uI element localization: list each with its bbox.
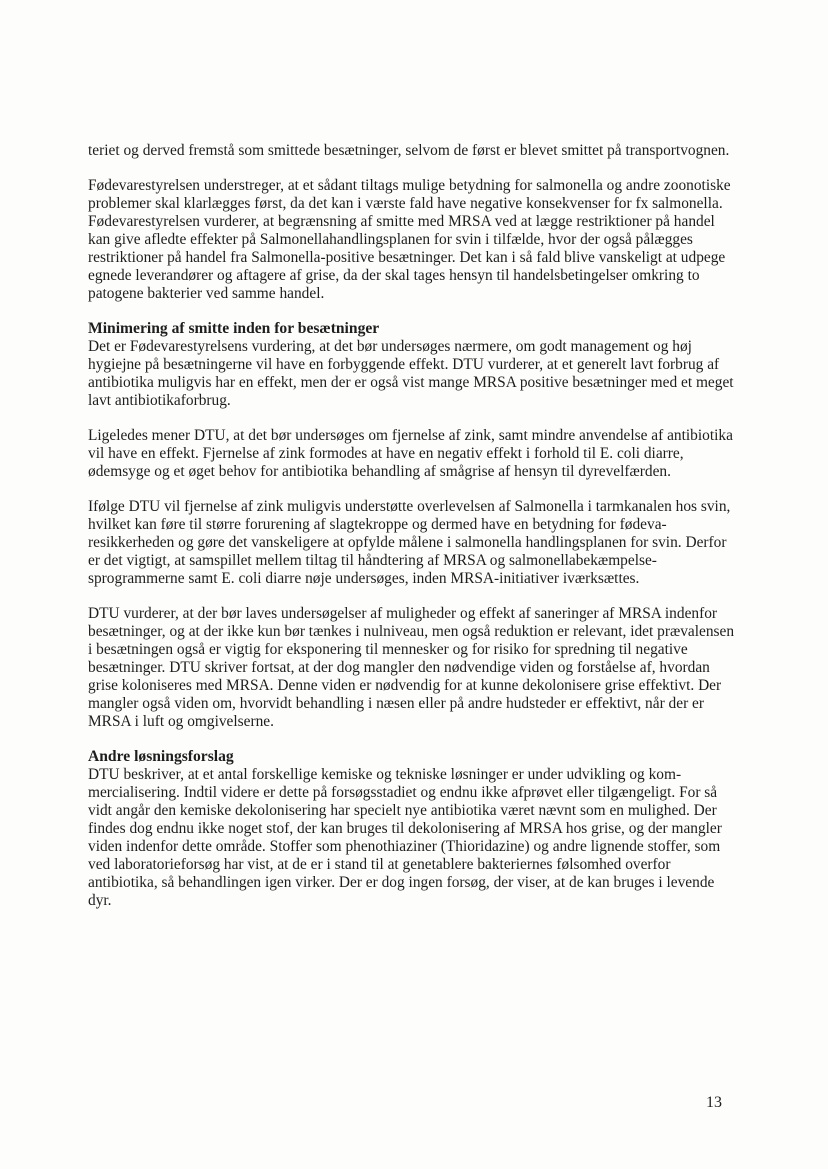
paragraph-foedevarestyrelsen: Fødevarestyrelsen understreger, at et sådant tiltags mulige betydning for salmonella og andre zoonotiske problemer skal klarlægges først, da det kan i værste fald have negative konsekvenser for fx salmonella. Fødevarestyrelsen vurderer, at begrænsning af smitte med MRSA ved at lægge restriktioner på handel kan give afledte effekter på Salmonellahandlingsplanen for svin i tilfælde, hvor der også pålægges restriktioner på handel fra Salmonella-positive besætninger. Det kan i så fald blive vanskeligt at udpege egnede leverandører og aftagere af grise, da der skal tages hensyn til handelsbetingelser omkring to patogene bakterier ved samme handel.	[88, 177, 731, 302]
paragraph: Det er Fødevarestyrelsens vurdering, at det bør undersøges nærmere, om godt management og høj hygiejne på besætningerne vil have en forbyggende effekt. DTU vurderer, at et generelt lavt forbrug af antibiotika muligvis har en effekt, men der er også vist mange MRSA positive besætninger med et meget lavt antibiotikaforbrug.	[88, 338, 734, 409]
paragraph-continuation: teriet og derved fremstå som smittede besætninger, selvom de først er blevet smittet på transportvognen.	[88, 142, 730, 159]
section-minimering	[88, 320, 736, 731]
body-text	[88, 142, 736, 927]
section-heading-andre: Andre løsningsforslag	[88, 748, 234, 765]
paragraph: Ligeledes mener DTU, at det bør undersøges om fjernelse af zink, samt mindre anvendelse af antibiotika vil have en effekt. Fjernelse af zink formodes at have en negativ effekt i forhold til E. coli diarre, ødemsyge og et øget behov for antibiotika behandling af smågrise af hensyn til dyrevelfærden.	[88, 427, 733, 480]
page-number: 13	[706, 1094, 722, 1111]
paragraph: DTU vurderer, at der bør laves undersøgelser af muligheder og effekt af saneringer af MRSA indenfor besætninger, og at der ikke kun bør tænkes i nulniveau, men også reduktion er relevant, idet prævalensen i besætningen også er vigtig for eksponering til mennesker og for risiko for spredning til negative besætninger. DTU skriver fortsat, at der dog mangler den nødvendige viden og forståelse af, hvordan grise koloniseres med MRSA. Denne viden er nødvendig for at kunne dekolonisere grise effektivt. Der mangler også viden om, hvorvidt behandling i næsen eller på andre hudsteder er effektivt, når der er MRSA i luft og omgivelserne.	[88, 605, 735, 730]
paragraph: DTU beskriver, at et antal forskellige kemiske og tekniske løsninger er under udvikling og kommercialisering. Indtil videre er dette på forsøgsstadiet og endnu ikke afprøvet eller tilgængeligt. For så vidt angår den kemiske dekolonisering har specielt nye antibiotika været nævnt som en mulighed. Der findes dog endnu ikke noget stof, der kan bruges til dekolonisering af MRSA hos grise, og der mangler viden indenfor dette område. Stoffer som phenothiaziner (Thioridazine) og andre lignende stoffer, som ved laboratorieforsøg har vist, at de er i stand til at genetablere bakteriernes følsomhed overfor antibiotika, så behandlingen igen virker. Der er dog ingen forsøg, der viser, at de kan bruges i levende dyr.	[88, 766, 722, 909]
section-heading-minimering: Minimering af smitte inden for besætninger	[88, 320, 380, 337]
paragraph: Ifølge DTU vil fjernelse af zink muligvis understøtte overlevelsen af Salmonella i tarmkanalen hos svin, hvilket kan føre til større forurening af slagtekroppe og dermed have en betydning for fødevaresikkerheden og gøre det vanskeligere at opfylde målene i salmonella handlingsplanen for svin. Derfor er det vigtigt, at samspillet mellem tiltag til håndtering af MRSA og salmonellabekæmpelsesprogrammerne samt E. coli diarre nøje undersøges, inden MRSA-initiativer iværksættes.	[88, 498, 731, 587]
section-andre-loesningsforslag	[88, 748, 736, 910]
